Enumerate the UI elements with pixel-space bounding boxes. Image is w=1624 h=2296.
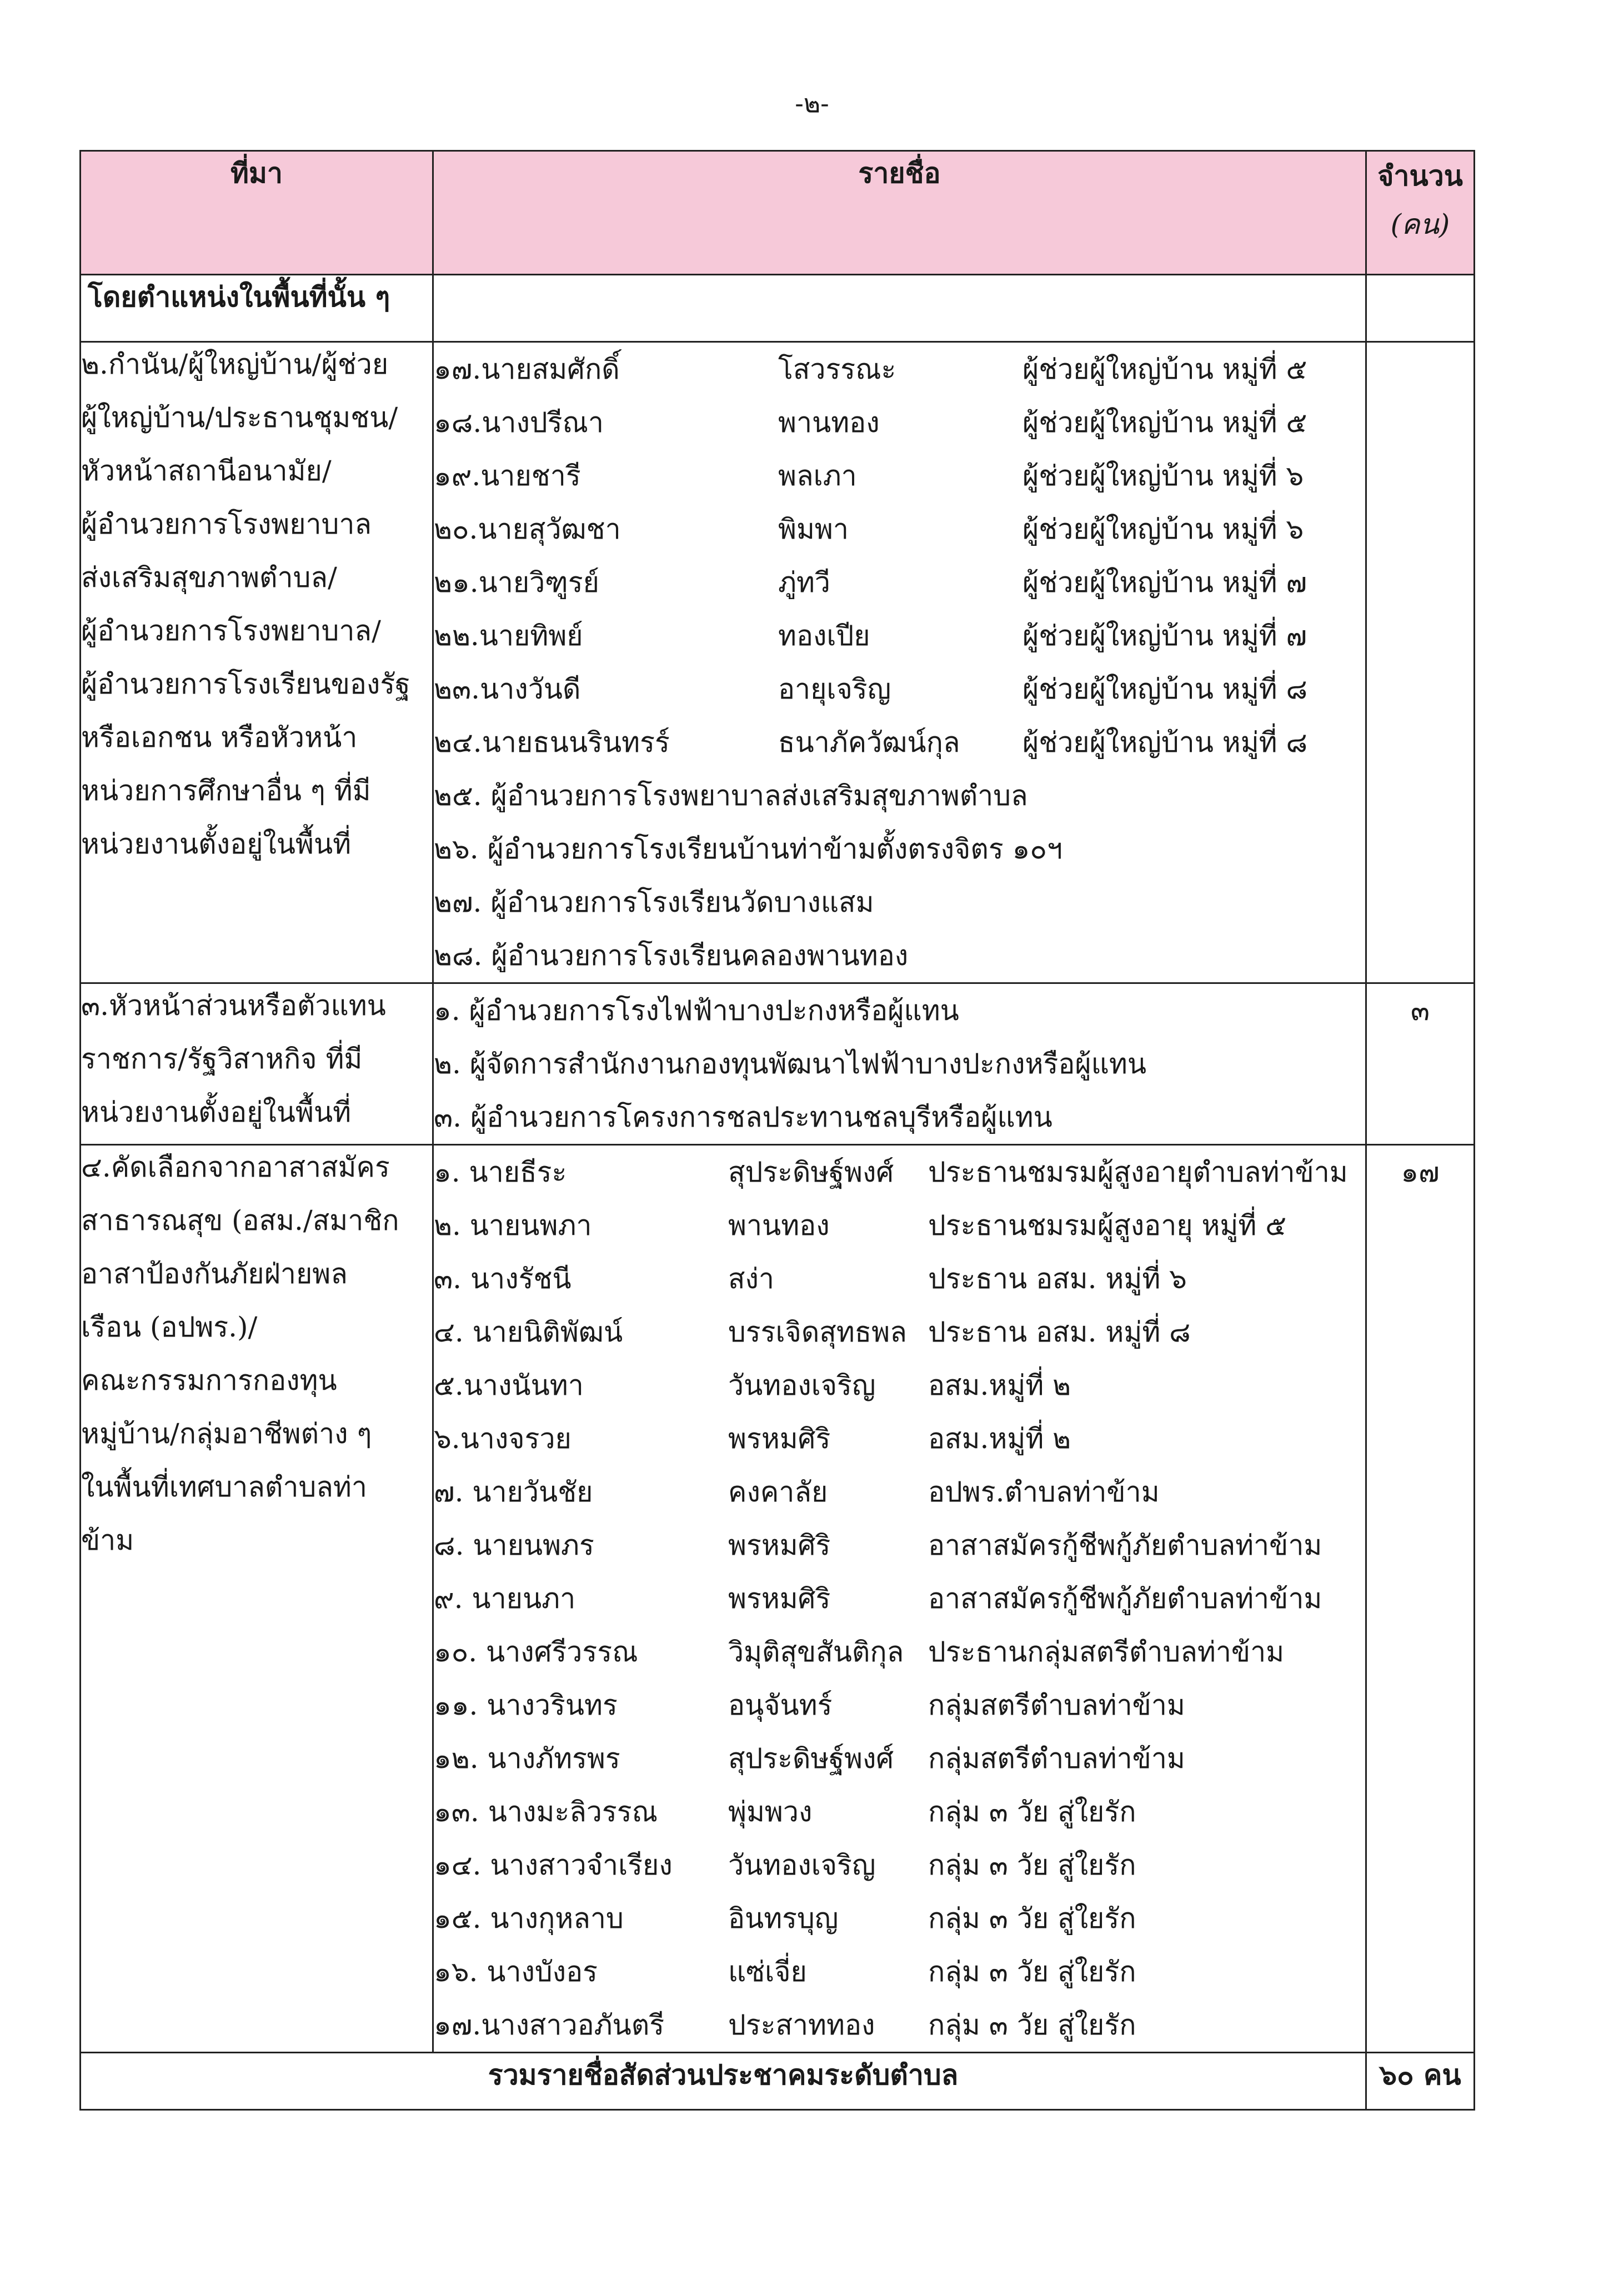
person-name: ๑๔. นางสาวจำเรียง bbox=[434, 1849, 673, 1881]
person-position: อาสาสมัครกู้ชีพกู้ภัยตำบลท่าข้าม bbox=[928, 1582, 1322, 1615]
source-line: ผู้อำนวยการโรงพยาบาล/ bbox=[81, 615, 381, 647]
list-item: ๑. ผู้อำนวยการโรงไฟฟ้าบางปะกงหรือผู้แทน bbox=[434, 994, 959, 1027]
table-header-row bbox=[81, 151, 1475, 275]
person-surname: ธนาภัควัฒน์กุล bbox=[778, 726, 960, 758]
person-surname: พรหมศิริ bbox=[728, 1529, 831, 1561]
list-item: ๒๕. ผู้อำนวยการโรงพยาบาลส่งเสริมสุขภาพตำบล bbox=[434, 780, 1028, 812]
person-row bbox=[434, 1892, 1365, 1945]
person-surname: พรหมศิริ bbox=[728, 1423, 831, 1455]
group4-source bbox=[81, 1145, 433, 2053]
person-name: ๑๖. นางบังอร bbox=[434, 1956, 598, 1988]
source-line: ข้าม bbox=[81, 1524, 134, 1556]
list-item: ๓. ผู้อำนวยการโครงการชลประทานชลบุรีหรือผู้แทน bbox=[434, 1101, 1052, 1133]
person-surname: ภู่ทวี bbox=[778, 566, 830, 599]
header-names: รายชื่อ bbox=[433, 151, 1366, 275]
person-row bbox=[434, 716, 1365, 769]
person-row bbox=[434, 1252, 1365, 1305]
person-row bbox=[434, 1305, 1365, 1359]
person-position: ผู้ช่วยผู้ใหญ่บ้าน หมู่ที่ ๘ bbox=[1022, 726, 1308, 758]
group3-row bbox=[81, 983, 1475, 1145]
person-name: ๙. นายนภา bbox=[434, 1582, 576, 1615]
person-name: ๕.นางนันทา bbox=[434, 1369, 584, 1401]
person-position: ประธานชมรมผู้สูงอายุตำบลท่าข้าม bbox=[928, 1156, 1348, 1188]
person-row bbox=[434, 1199, 1365, 1252]
total-label: รวมรายชื่อสัดส่วนประชาคมระดับตำบล bbox=[81, 2053, 1366, 2110]
page-number: -๒- bbox=[795, 88, 829, 118]
person-position: ผู้ช่วยผู้ใหญ่บ้าน หมู่ที่ ๗ bbox=[1022, 566, 1307, 599]
person-surname: ทองเปีย bbox=[778, 620, 870, 652]
subheading-row bbox=[81, 275, 1475, 342]
person-name: ๘. นายนพภร bbox=[434, 1529, 594, 1561]
person-surname: สง่า bbox=[728, 1263, 775, 1295]
source-line: คณะกรรมการกองทุน bbox=[81, 1364, 337, 1396]
header-source: ที่มา bbox=[81, 151, 433, 275]
person-position: กลุ่มสตรีตำบลท่าข้าม bbox=[928, 1689, 1185, 1721]
person-row bbox=[434, 1998, 1365, 2052]
source-line: เรือน (อปพร.)/ bbox=[81, 1311, 258, 1343]
total-value: ๖๐ คน bbox=[1366, 2053, 1475, 2110]
person-row bbox=[434, 556, 1365, 609]
person-name: ๑๗.นางสาวอภันตรี bbox=[434, 2009, 665, 2041]
group3-source bbox=[81, 983, 433, 1145]
person-row bbox=[434, 1785, 1365, 1838]
person-surname: โสวรรณะ bbox=[778, 353, 896, 385]
person-row bbox=[434, 1465, 1365, 1519]
person-position: กลุ่ม ๓ วัย สู่ใยรัก bbox=[928, 1849, 1136, 1881]
group3-count: ๓ bbox=[1366, 983, 1475, 1145]
person-name: ๑๙.นายชารี bbox=[434, 460, 581, 492]
person-surname: คงคาลัย bbox=[728, 1476, 828, 1508]
list-item: ๒๗. ผู้อำนวยการโรงเรียนวัดบางแสม bbox=[434, 886, 874, 918]
person-name: ๒. นายนพภา bbox=[434, 1209, 592, 1242]
person-surname: อนุจันทร์ bbox=[728, 1689, 833, 1721]
person-row bbox=[434, 1146, 1365, 1199]
person-position: กลุ่มสตรีตำบลท่าข้าม bbox=[928, 1742, 1185, 1775]
header-count-label: จำนวน bbox=[1377, 159, 1463, 192]
person-name: ๑๘.นางปรีณา bbox=[434, 406, 604, 439]
person-row bbox=[434, 1412, 1365, 1465]
person-surname: สุประดิษฐ์พงศ์ bbox=[728, 1742, 894, 1775]
person-surname: วันทองเจริญ bbox=[728, 1849, 876, 1881]
header-count-unit: (คน) bbox=[1390, 208, 1450, 240]
person-position: ประธาน อสม. หมู่ที่ ๖ bbox=[928, 1263, 1187, 1295]
person-surname: พานทอง bbox=[778, 406, 880, 439]
person-name: ๑๐. นางศรีวรรณ bbox=[434, 1636, 638, 1668]
person-row bbox=[434, 1945, 1365, 1998]
person-row bbox=[434, 609, 1365, 662]
person-name: ๔. นายนิติพัฒน์ bbox=[434, 1316, 623, 1348]
source-line: หน่วยงานตั้งอยู่ในพื้นที่ bbox=[81, 828, 352, 860]
source-line: ๓.หัวหน้าส่วนหรือตัวแทน bbox=[81, 989, 386, 1022]
group2-row bbox=[81, 342, 1475, 983]
header-count bbox=[1366, 151, 1475, 275]
source-line: หรือเอกชน หรือหัวหน้า bbox=[81, 721, 358, 753]
person-row bbox=[434, 503, 1365, 556]
person-surname: วันทองเจริญ bbox=[728, 1369, 876, 1401]
person-row bbox=[434, 449, 1365, 503]
person-name: ๒๓.นางวันดี bbox=[434, 673, 581, 705]
source-line: ในพื้นที่เทศบาลตำบลท่า bbox=[81, 1471, 367, 1503]
total-row bbox=[81, 2053, 1475, 2110]
group4-count: ๑๗ bbox=[1366, 1145, 1475, 2053]
person-surname: พรหมศิริ bbox=[728, 1582, 831, 1615]
person-row bbox=[434, 1519, 1365, 1572]
person-name: ๓. นางรัชนี bbox=[434, 1263, 572, 1295]
person-position: ประธานชมรมผู้สูงอายุ หมู่ที่ ๕ bbox=[928, 1209, 1287, 1242]
person-name: ๒๒.นายทิพย์ bbox=[434, 620, 583, 652]
person-surname: แซ่เจี่ย bbox=[728, 1956, 807, 1988]
person-position: อสม.หมู่ที่ ๒ bbox=[928, 1423, 1071, 1455]
person-row bbox=[434, 396, 1365, 449]
person-position: ผู้ช่วยผู้ใหญ่บ้าน หมู่ที่ ๖ bbox=[1022, 513, 1304, 545]
person-position: กลุ่ม ๓ วัย สู่ใยรัก bbox=[928, 1796, 1136, 1828]
person-row bbox=[434, 1625, 1365, 1679]
person-position: อาสาสมัครกู้ชีพกู้ภัยตำบลท่าข้าม bbox=[928, 1529, 1322, 1561]
person-position: ประธาน อสม. หมู่ที่ ๘ bbox=[928, 1316, 1191, 1348]
person-surname: พิมพา bbox=[778, 513, 849, 545]
source-line: หัวหน้าสถานีอนามัย/ bbox=[81, 455, 332, 487]
person-row bbox=[434, 1732, 1365, 1785]
source-line: สาธารณสุข (อสม./สมาชิก bbox=[81, 1204, 399, 1237]
person-position: ผู้ช่วยผู้ใหญ่บ้าน หมู่ที่ ๕ bbox=[1022, 406, 1307, 439]
person-row bbox=[434, 1359, 1365, 1412]
source-line: อาสาป้องกันภัยฝ่ายพล bbox=[81, 1258, 348, 1290]
source-line: ๔.คัดเลือกจากอาสาสมัคร bbox=[81, 1151, 390, 1183]
person-row bbox=[434, 1572, 1365, 1625]
person-position: ผู้ช่วยผู้ใหญ่บ้าน หมู่ที่ ๘ bbox=[1022, 673, 1308, 705]
source-line: ผู้อำนวยการโรงพยาบาล bbox=[81, 508, 372, 540]
group2-source bbox=[81, 342, 433, 983]
source-line: ส่งเสริมสุขภาพตำบล/ bbox=[81, 561, 337, 594]
person-surname: อินทรบุญ bbox=[728, 1902, 839, 1935]
person-surname: ประสาททอง bbox=[728, 2009, 875, 2041]
person-surname: พลเภา bbox=[778, 460, 857, 492]
committee-table bbox=[79, 150, 1475, 2111]
group4-row bbox=[81, 1145, 1475, 2053]
person-name: ๑๕. นางกุหลาบ bbox=[434, 1902, 624, 1935]
person-name: ๒๑.นายวิฑูรย์ bbox=[434, 566, 599, 599]
person-surname: อายุเจริญ bbox=[778, 673, 891, 705]
person-position: กลุ่ม ๓ วัย สู่ใยรัก bbox=[928, 1956, 1136, 1988]
person-surname: สุประดิษฐ์พงศ์ bbox=[728, 1156, 894, 1188]
group3-names bbox=[433, 983, 1366, 1145]
person-name: ๑. นายธีระ bbox=[434, 1156, 567, 1188]
person-row bbox=[434, 1679, 1365, 1732]
source-line: ๒.กำนัน/ผู้ใหญ่บ้าน/ผู้ช่วย bbox=[81, 348, 389, 380]
person-name: ๑๓. นางมะลิวรรณ bbox=[434, 1796, 658, 1828]
source-line: ผู้ใหญ่บ้าน/ประธานชุมชน/ bbox=[81, 401, 398, 434]
person-name: ๗. นายวันชัย bbox=[434, 1476, 593, 1508]
person-position: ผู้ช่วยผู้ใหญ่บ้าน หมู่ที่ ๕ bbox=[1022, 353, 1307, 385]
person-surname: พุ่มพวง bbox=[728, 1796, 813, 1828]
person-name: ๒๐.นายสุวัฒชา bbox=[434, 513, 621, 545]
person-row bbox=[434, 1838, 1365, 1892]
person-position: อปพร.ตำบลท่าข้าม bbox=[928, 1476, 1160, 1508]
list-item: ๒. ผู้จัดการสำนักงานกองทุนพัฒนาไฟฟ้าบางปะกงหรือผู้แทน bbox=[434, 1048, 1147, 1080]
list-item: ๒๘. ผู้อำนวยการโรงเรียนคลองพานทอง bbox=[434, 939, 909, 972]
person-position: อสม.หมู่ที่ ๒ bbox=[928, 1369, 1071, 1401]
person-surname: วิมุติสุขสันติกุล bbox=[728, 1636, 904, 1668]
person-position: กลุ่ม ๓ วัย สู่ใยรัก bbox=[928, 1902, 1136, 1935]
person-surname: พานทอง bbox=[728, 1209, 830, 1242]
source-line: หน่วยงานตั้งอยู่ในพื้นที่ bbox=[81, 1096, 352, 1128]
person-row bbox=[434, 662, 1365, 716]
person-position: ผู้ช่วยผู้ใหญ่บ้าน หมู่ที่ ๗ bbox=[1022, 620, 1307, 652]
group4-names bbox=[433, 1145, 1366, 2053]
source-line: หน่วยการศึกษาอื่น ๆ ที่มี bbox=[81, 775, 371, 807]
person-position: ประธานกลุ่มสตรีตำบลท่าข้าม bbox=[928, 1636, 1285, 1668]
group2-names bbox=[433, 342, 1366, 983]
person-row bbox=[434, 343, 1365, 396]
person-name: ๑๒. นางภัทรพร bbox=[434, 1742, 620, 1775]
person-name: ๑๑. นางวรินทร bbox=[434, 1689, 618, 1721]
source-line: ผู้อำนวยการโรงเรียนของรัฐ bbox=[81, 668, 410, 700]
person-position: ผู้ช่วยผู้ใหญ่บ้าน หมู่ที่ ๖ bbox=[1022, 460, 1304, 492]
source-line: ราชการ/รัฐวิสาหกิจ ที่มี bbox=[81, 1043, 363, 1075]
person-name: ๑๗.นายสมศักดิ์ bbox=[434, 353, 620, 385]
subheading: โดยตำแหน่งในพื้นที่นั้น ๆ bbox=[81, 275, 433, 342]
group2-count bbox=[1366, 342, 1475, 983]
person-surname: บรรเจิดสุทธพล bbox=[728, 1316, 907, 1348]
person-name: ๖.นางจรวย bbox=[434, 1423, 572, 1455]
person-name: ๒๔.นายธนนรินทรร์ bbox=[434, 726, 670, 758]
person-position: กลุ่ม ๓ วัย สู่ใยรัก bbox=[928, 2009, 1136, 2041]
list-item: ๒๖. ผู้อำนวยการโรงเรียนบ้านท่าข้ามตั้งตรงจิตร ๑๐ฯ bbox=[434, 833, 1062, 865]
source-line: หมู่บ้าน/กลุ่มอาชีพต่าง ๆ bbox=[81, 1418, 372, 1450]
